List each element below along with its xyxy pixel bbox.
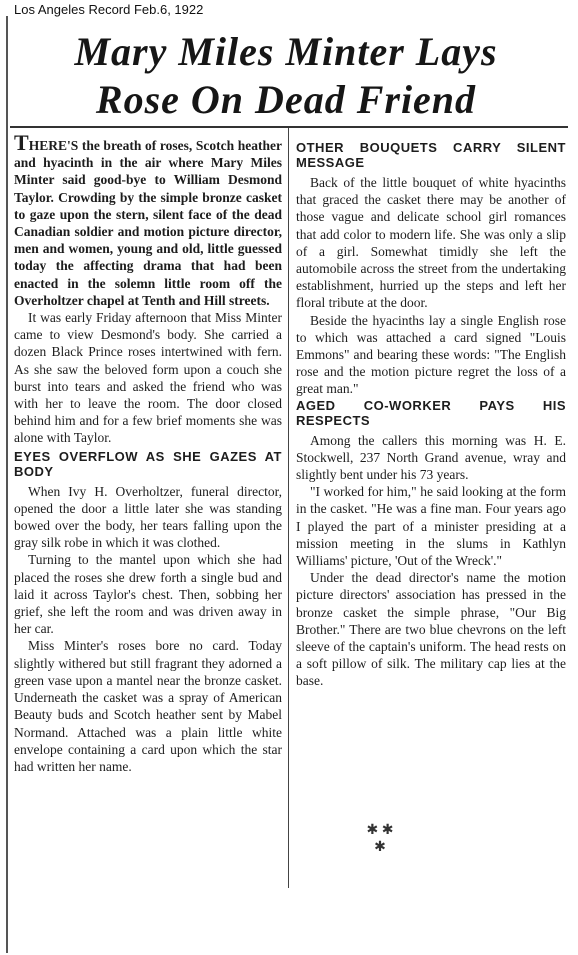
subheading: EYES OVERFLOW AS SHE GAZES AT BODY — [14, 448, 282, 479]
article-paragraph: "I worked for him," he said looking at the form in the casket. "He was a fine man. Four years ago I played the part of a minister presiding at a mission meeting in the slums in Kathlyn Williams' picture, 'Out of the Wreck'." — [296, 484, 566, 569]
article-paragraph: When Ivy H. Overholtzer, funeral director, opened the door a little later she was standing bowed over the body, her tears falling upon the gray silk robe in which it was clothed. — [14, 483, 282, 551]
headline-line-2: Rose On Dead Friend — [95, 77, 477, 122]
article-paragraph: It was early Friday afternoon that Miss Minter came to view Desmond's body. She carried a dozen Black Prince roses intertwined with fern. As she saw the beloved form upon a couch she burst into tears and asked the friend who was with her to leave the room. The door closed behind him and for a few brief moments she was alone with Taylor. — [14, 310, 282, 446]
article-paragraph: Miss Minter's roses bore no card. Today slightly withered but still fragrant they adorned a green vase upon a mantel near the bronze casket. Underneath the casket was a spray of American Beauty buds and Scotch heather sent by Mabel Normand. Attached was a plain little white envelope containing a card upon which the star had written her name. — [14, 638, 282, 774]
article-paragraph: Beside the hyacinths lay a single English rose to which was attached a card signed "Louis Emmons" and bearing these words: "The English rose and the motion picture regret the loss of a great man." — [296, 312, 566, 397]
article-paragraph: Turning to the mantel upon which she had placed the roses she drew forth a single bud and laid it across Taylor's chest. Then, sobbing her grief, she left the room and was driven away in her car. — [14, 552, 282, 637]
right-column — [296, 140, 566, 690]
lead-text: HERE'S the breath of roses, Scotch heather and hyacinth in the air where Mary Miles Minter said good-bye to William Desmond Taylor. Crowding by the simple bronze casket to gaze upon the stern, silent face of the dead Canadian soldier and motion picture director, men and women, young and old, little guessed today the affecting drama that had been enacted in the solemn little room off the Overholtzer chapel at Tenth and Hill streets. — [14, 138, 282, 308]
article-paragraph: Under the dead director's name the motion picture directors' association has pressed in the bronze casket the simple phrase, "Our Big Brother." There are two blue chevrons on the left sleeve of the captain's uniform. The head rests on a soft pillow of silk. The military cap lies at the base. — [296, 570, 566, 689]
article-paragraph: Back of the little bouquet of white hyacinths that graced the casket there may be another of those vague and delicate school girl romances that add color to modern life. She was only a slip of a girl. Somewhat timidly she left the automobile across the street from the undertaking establishment, hurried up the steps and left her floral tribute at the door. — [296, 175, 566, 311]
source-caption: Los Angeles Record Feb.6, 1922 — [14, 2, 204, 17]
lead-paragraph — [14, 130, 282, 309]
headline-rule — [10, 126, 568, 128]
column-divider — [288, 128, 289, 888]
headline-line-1: Mary Miles Minter Lays — [74, 29, 498, 74]
left-column — [14, 130, 282, 775]
drop-cap: T — [14, 130, 29, 155]
subheading: AGED CO-WORKER PAYS HIS RESPECTS — [296, 397, 566, 428]
end-ornament: ✱ ✱ ✱ — [366, 823, 394, 855]
subheading: OTHER BOUQUETS CARRY SILENT MESSAGE — [296, 140, 566, 170]
article-paragraph: Among the callers this morning was H. E. Stockwell, 237 North Grand avenue, wray and slightly bent under his 73 years. — [296, 432, 566, 483]
